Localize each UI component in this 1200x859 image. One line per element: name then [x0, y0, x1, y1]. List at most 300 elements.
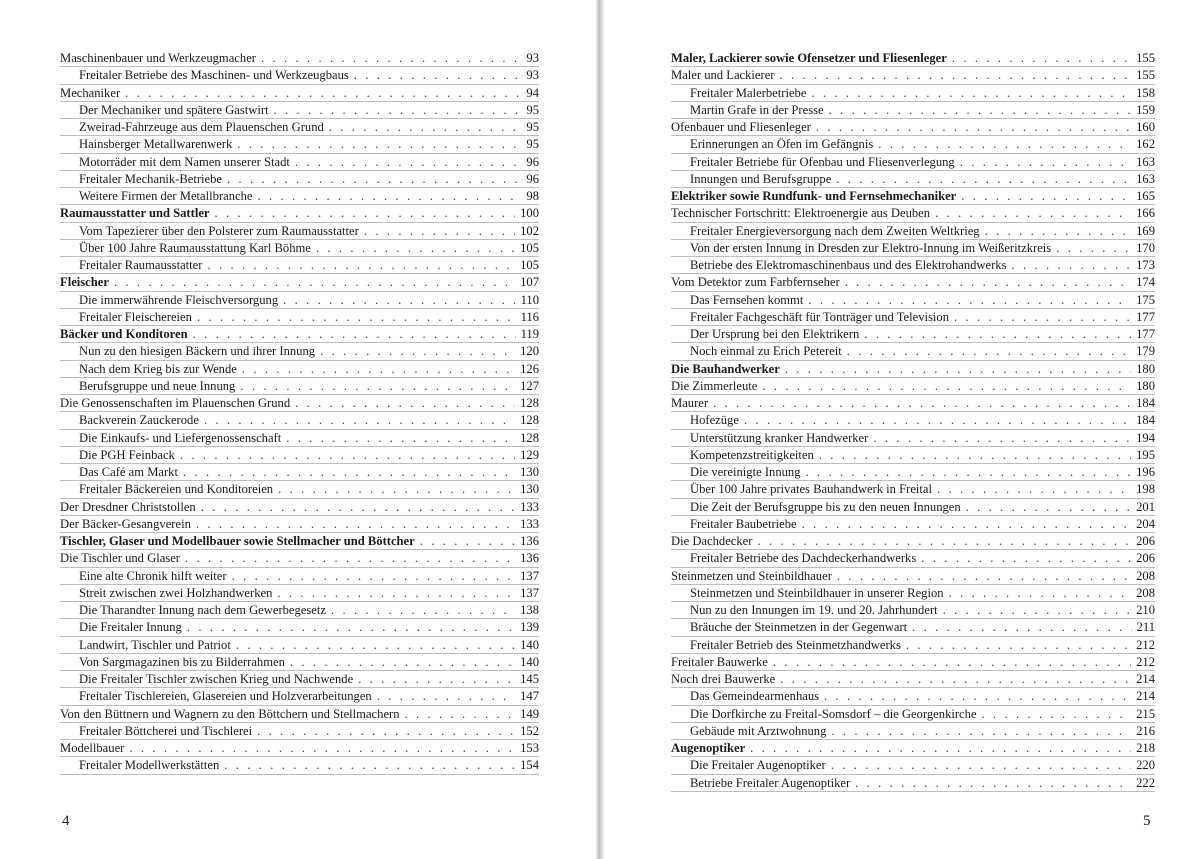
toc-entry — [671, 775, 1155, 792]
dot-leader — [257, 723, 515, 740]
toc-entry — [60, 464, 539, 481]
toc-entry-page: 116 — [520, 309, 539, 324]
toc-entry — [671, 50, 1155, 67]
toc-entry — [60, 119, 539, 136]
toc-entry-page: 169 — [1136, 223, 1155, 238]
toc-entry-title: Die immerwährende Fleischversorgung — [79, 292, 279, 307]
dot-leader — [845, 274, 1131, 291]
dot-leader — [816, 119, 1131, 136]
toc-entry-title: Nach dem Krieg bis zur Wende — [79, 361, 237, 376]
toc-entry — [671, 499, 1155, 516]
toc-entry-title: Motorräder mit dem Namen unserer Stadt — [79, 154, 290, 169]
toc-entry-title: Freitaler Fachgeschäft für Tonträger und Television — [690, 309, 950, 324]
toc-entry-title: Bräuche der Steinmetzen in der Gegenwart — [690, 620, 908, 635]
toc-entry-title: Freitaler Betrieb des Steinmetzhandwerks — [690, 637, 901, 652]
toc-entry-page: 98 — [526, 189, 539, 203]
toc-entry-page: 145 — [520, 672, 539, 686]
toc-entry-page: 162 — [1136, 137, 1155, 152]
toc-entry — [60, 171, 539, 188]
toc-entry — [60, 706, 539, 723]
toc-entry-title: Freitaler Modellwerkstätten — [79, 758, 220, 773]
toc-entry-page: 147 — [520, 689, 539, 704]
toc-entry — [60, 430, 539, 447]
toc-entry-title: Technischer Fortschritt: Elektroenergie aus Deuben — [671, 206, 931, 221]
toc-entry — [671, 550, 1155, 567]
toc-entry-title: Die Zimmerleute — [671, 378, 758, 393]
toc-entry-title: Betriebe des Elektromaschinenbaus und des Elektrohandwerks — [690, 258, 1007, 272]
dot-leader — [274, 102, 522, 119]
dot-leader — [224, 757, 515, 774]
toc-entry — [671, 361, 1155, 378]
toc-entry-page: 137 — [520, 585, 539, 600]
dot-leader — [802, 516, 1131, 533]
toc-entry-title: Freitaler Fleischereien — [79, 309, 192, 324]
dot-leader — [906, 637, 1131, 654]
toc-entry-page: 138 — [520, 603, 539, 617]
toc-entry-page: 212 — [1136, 654, 1155, 669]
toc-entry-page: 100 — [520, 206, 539, 221]
dot-leader — [982, 706, 1132, 723]
dot-leader — [405, 706, 516, 723]
toc-entry-page: 133 — [520, 516, 539, 531]
toc-entry — [60, 499, 539, 516]
right-page — [604, 0, 1200, 859]
dot-leader — [114, 274, 515, 291]
toc-entry — [60, 188, 539, 205]
toc-entry-page: 105 — [520, 258, 539, 272]
dot-leader — [257, 188, 521, 205]
toc-entry-title: Noch einmal zu Erich Petereit — [690, 344, 842, 359]
toc-entry — [60, 568, 539, 585]
toc-entry-page: 102 — [520, 223, 539, 238]
dot-leader — [236, 637, 515, 654]
dot-leader — [785, 361, 1131, 378]
toc-entry-title: Maschinenbauer und Werkzeugmacher — [60, 51, 256, 65]
toc-entry — [671, 171, 1155, 188]
dot-leader — [935, 205, 1131, 222]
toc-entry-title: Freitaler Tischlereien, Glasereien und Holzverarbeitungen — [79, 689, 372, 704]
toc-entry-page: 214 — [1136, 672, 1155, 686]
toc-entry-title: Unterstützung kranker Handwerker — [690, 430, 869, 445]
dot-leader — [278, 481, 515, 498]
toc-entry-page: 95 — [526, 120, 539, 134]
toc-entry-title: Eine alte Chronik hilft weiter — [79, 568, 227, 583]
toc-entry — [671, 188, 1155, 205]
toc-entry — [671, 67, 1155, 84]
dot-leader — [295, 154, 522, 171]
toc-entry — [60, 395, 539, 412]
dot-leader — [237, 136, 521, 153]
dot-leader — [855, 775, 1131, 792]
toc-entry-page: 184 — [1136, 413, 1155, 428]
toc-entry-page: 222 — [1136, 775, 1155, 790]
toc-entry-page: 204 — [1136, 516, 1155, 531]
dot-leader — [966, 499, 1131, 516]
toc-entry-title: Die Einkaufs- und Liefergenossenschaft — [79, 430, 282, 445]
toc-entry-page: 96 — [526, 154, 539, 169]
toc-entry-title: Der Bäcker-Gesangverein — [60, 516, 191, 531]
toc-entry-title: Die Genossenschaften im Plauenschen Grund — [60, 396, 291, 410]
dot-leader — [364, 223, 515, 240]
dot-leader — [836, 171, 1131, 188]
toc-entry-title: Zweirad-Fahrzeuge aus dem Plauenschen Grund — [79, 120, 324, 134]
toc-entry-title: Der Ursprung bei den Elektrikern — [690, 327, 860, 341]
dot-leader — [773, 654, 1131, 671]
toc-entry-page: 154 — [520, 758, 539, 773]
toc-entry — [60, 688, 539, 705]
dot-leader — [320, 343, 515, 360]
dot-leader — [316, 240, 515, 257]
toc-entry-title: Weitere Firmen der Metallbranche — [79, 189, 253, 203]
toc-entry-title: Hainsberger Metallwarenwerk — [79, 137, 233, 152]
toc-entry — [671, 654, 1155, 671]
toc-entry — [671, 378, 1155, 395]
toc-entry-page: 208 — [1136, 568, 1155, 583]
toc-entry — [671, 240, 1155, 257]
dot-leader — [295, 395, 515, 412]
dot-leader — [921, 550, 1131, 567]
toc-entry-page: 180 — [1136, 378, 1155, 393]
toc-entry — [60, 447, 539, 464]
toc-entry-page: 126 — [520, 361, 539, 376]
toc-entry-title: Vom Detektor zum Farbfernseher — [671, 275, 840, 290]
toc-entry-page: 163 — [1136, 154, 1155, 169]
toc-entry-page: 215 — [1136, 706, 1155, 721]
dot-leader — [286, 430, 515, 447]
dot-leader — [806, 464, 1132, 481]
toc-entry-title: Über 100 Jahre privates Bauhandwerk in Freital — [690, 482, 933, 497]
toc-entry-title: Steinmetzen und Steinbildhauer — [671, 568, 832, 583]
toc-entry-page: 129 — [520, 447, 539, 462]
toc-entry-title: Fleischer — [60, 275, 109, 290]
toc-entry — [60, 361, 539, 378]
toc-entry-page: 206 — [1136, 551, 1155, 566]
toc-entry-title: Freitaler Mechanik-Betriebe — [79, 171, 223, 186]
toc-entry-page: 212 — [1136, 637, 1155, 652]
toc-entry — [60, 223, 539, 240]
toc-entry-title: Das Gemeindearmenhaus — [690, 689, 820, 704]
toc-entry-page: 136 — [520, 551, 539, 566]
toc-entry-title: Freitaler Bäckereien und Konditoreien — [79, 482, 274, 497]
toc-entry-title: Maler, Lackierer sowie Ofensetzer und Fliesenleger — [671, 51, 947, 65]
dot-leader — [819, 447, 1131, 464]
dot-leader — [937, 481, 1131, 498]
book-gutter — [596, 0, 604, 859]
toc-list-left — [60, 50, 539, 775]
toc-entry-page: 211 — [1136, 620, 1155, 635]
toc-entry-page: 130 — [520, 482, 539, 497]
toc-entry — [671, 223, 1155, 240]
toc-entry — [60, 257, 539, 274]
dot-leader — [261, 50, 521, 67]
toc-entry — [60, 533, 539, 550]
toc-entry-page: 152 — [520, 723, 539, 738]
dot-leader — [1056, 240, 1131, 257]
toc-entry-title: Bäcker und Konditoren — [60, 327, 188, 341]
toc-entry — [671, 516, 1155, 533]
toc-entry-title: Von der ersten Innung in Dresden zur Elektro-Innung im Weißeritzkreis — [690, 240, 1052, 255]
toc-entry-page: 179 — [1136, 344, 1155, 359]
toc-entry-title: Martin Grafe in der Presse — [690, 102, 824, 117]
toc-entry-title: Freitaler Böttcherei und Tischlerei — [79, 723, 253, 738]
toc-entry-page: 107 — [520, 275, 539, 290]
dot-leader — [943, 602, 1131, 619]
dot-leader — [196, 516, 515, 533]
dot-leader — [954, 309, 1131, 326]
toc-entry-title: Die Freitaler Augenoptiker — [690, 758, 826, 773]
toc-entry-page: 159 — [1136, 102, 1155, 117]
toc-entry-title: Tischler, Glaser und Modellbauer sowie Stellmacher und Böttcher — [60, 534, 415, 548]
toc-entry-title: Nun zu den Innungen im 19. und 20. Jahrhundert — [690, 603, 938, 617]
dot-leader — [183, 464, 515, 481]
toc-entry-title: Das Fernsehen kommt — [690, 292, 804, 307]
toc-entry-page: 95 — [526, 137, 539, 152]
dot-leader — [960, 154, 1131, 171]
toc-entry-page: 158 — [1136, 85, 1155, 100]
toc-entry-page: 155 — [1136, 51, 1155, 65]
dot-leader — [331, 602, 515, 619]
toc-entry — [60, 481, 539, 498]
toc-entry — [671, 447, 1155, 464]
toc-entry — [60, 205, 539, 222]
dot-leader — [232, 568, 516, 585]
toc-entry-title: Innungen und Berufsgruppe — [690, 171, 832, 186]
toc-entry-title: Von den Büttnern und Wagnern zu den Böttchern und Stellmachern — [60, 706, 400, 721]
toc-entry-title: Backverein Zauckerode — [79, 413, 199, 428]
dot-leader — [201, 499, 515, 516]
toc-entry-title: Über 100 Jahre Raumausstattung Karl Böhme — [79, 240, 311, 255]
dot-leader — [985, 223, 1132, 240]
dot-leader — [878, 136, 1131, 153]
toc-entry — [671, 619, 1155, 636]
toc-entry-title: Hofezüge — [690, 413, 739, 428]
toc-entry-title: Der Dresdner Christstollen — [60, 499, 196, 514]
dot-leader — [277, 585, 515, 602]
dot-leader — [227, 171, 521, 188]
toc-entry-title: Nun zu den hiesigen Bäckern und ihrer Innung — [79, 344, 316, 359]
toc-entry-page: 195 — [1136, 447, 1155, 462]
dot-leader — [808, 292, 1131, 309]
toc-entry — [671, 257, 1155, 274]
toc-entry-page: 198 — [1136, 482, 1155, 497]
toc-entry — [60, 516, 539, 533]
toc-entry-page: 94 — [526, 85, 539, 100]
toc-entry-page: 153 — [520, 741, 539, 755]
dot-leader — [329, 119, 522, 136]
toc-entry-page: 174 — [1136, 275, 1155, 290]
toc-entry-page: 149 — [520, 706, 539, 721]
dot-leader — [242, 361, 515, 378]
dot-leader — [829, 102, 1132, 119]
page-number-left: 4 — [62, 813, 70, 829]
dot-leader — [420, 533, 515, 550]
toc-entry — [60, 136, 539, 153]
toc-entry-title: Die Tischler und Glaser — [60, 551, 180, 566]
toc-entry-page: 210 — [1136, 603, 1155, 617]
toc-entry-title: Elektriker sowie Rundfunk- und Fernsehmechaniker — [671, 189, 957, 203]
dot-leader — [847, 343, 1131, 360]
toc-entry — [671, 292, 1155, 309]
dot-leader — [750, 740, 1131, 757]
dot-leader — [193, 326, 516, 343]
toc-entry-title: Berufsgruppe und neue Innung — [79, 378, 236, 393]
toc-entry — [60, 309, 539, 326]
toc-entry — [60, 602, 539, 619]
toc-entry-title: Mechaniker — [60, 85, 121, 100]
toc-entry-title: Steinmetzen und Steinbildhauer in unserer Region — [690, 585, 944, 600]
toc-entry-page: 173 — [1136, 258, 1155, 272]
dot-leader — [185, 550, 515, 567]
toc-entry — [671, 395, 1155, 412]
toc-entry — [671, 723, 1155, 740]
toc-entry-page: 184 — [1136, 396, 1155, 410]
toc-entry — [60, 637, 539, 654]
toc-entry — [671, 412, 1155, 429]
dot-leader — [129, 740, 515, 757]
dot-leader — [377, 688, 515, 705]
toc-entry — [60, 154, 539, 171]
dot-leader — [757, 533, 1131, 550]
toc-entry-title: Die Dorfkirche zu Freital-Somsdorf – die Georgenkirche — [690, 706, 977, 721]
toc-entry — [60, 85, 539, 102]
toc-entry — [60, 326, 539, 343]
toc-entry — [60, 274, 539, 291]
toc-entry — [671, 568, 1155, 585]
toc-entry-title: Modellbauer — [60, 741, 125, 755]
toc-entry-title: Die Freitaler Innung — [79, 620, 182, 635]
toc-entry-page: 201 — [1136, 499, 1155, 514]
toc-entry-page: 119 — [520, 327, 539, 341]
dot-leader — [358, 671, 515, 688]
toc-entry-title: Raumausstatter und Sattler — [60, 206, 210, 221]
toc-entry-title: Freitaler Bauwerke — [671, 654, 768, 669]
dot-leader — [187, 619, 515, 636]
toc-entry — [60, 412, 539, 429]
toc-entry — [60, 67, 539, 84]
toc-entry-page: 93 — [526, 51, 539, 65]
toc-entry — [671, 326, 1155, 343]
dot-leader — [837, 568, 1131, 585]
toc-entry — [60, 50, 539, 67]
toc-entry — [60, 378, 539, 395]
dot-leader — [952, 50, 1131, 67]
dot-leader — [780, 67, 1132, 84]
dot-leader — [912, 619, 1131, 636]
toc-entry-title: Landwirt, Tischler und Patriot — [79, 637, 231, 652]
toc-entry-title: Von Sargmagazinen bis zu Bilderrahmen — [79, 654, 285, 669]
toc-entry-page: 177 — [1136, 309, 1155, 324]
toc-entry-page: 120 — [520, 344, 539, 359]
toc-entry — [60, 343, 539, 360]
toc-entry-title: Freitaler Betriebe für Ofenbau und Fliesenverlegung — [690, 154, 955, 169]
dot-leader — [961, 188, 1131, 205]
toc-entry-page: 214 — [1136, 689, 1155, 704]
toc-entry-title: Die Tharandter Innung nach dem Gewerbegesetz — [79, 603, 326, 617]
toc-entry-title: Freitaler Betriebe des Dachdeckerhandwerks — [690, 551, 917, 566]
toc-entry — [60, 723, 539, 740]
toc-entry-page: 163 — [1136, 171, 1155, 186]
toc-entry — [671, 671, 1155, 688]
dot-leader — [831, 723, 1131, 740]
toc-entry-title: Freitaler Raumausstatter — [79, 258, 203, 272]
toc-entry-title: Freitaler Energieversorgung nach dem Zweiten Weltkrieg — [690, 223, 980, 238]
toc-entry — [60, 550, 539, 567]
dot-leader — [215, 205, 516, 222]
toc-entry-page: 140 — [520, 637, 539, 652]
toc-entry-page: 95 — [526, 102, 539, 117]
toc-entry-page: 128 — [520, 430, 539, 445]
toc-entry-title: Freitaler Betriebe des Maschinen- und Werkzeugbaus — [79, 68, 349, 83]
toc-entry-title: Das Café am Markt — [79, 465, 178, 479]
toc-entry — [671, 464, 1155, 481]
dot-leader — [824, 688, 1131, 705]
toc-entry — [671, 740, 1155, 757]
toc-entry-page: 128 — [520, 413, 539, 428]
dot-leader — [1012, 257, 1132, 274]
toc-entry-title: Gebäude mit Arztwohnung — [690, 723, 827, 738]
toc-entry — [671, 102, 1155, 119]
toc-entry-page: 180 — [1136, 361, 1155, 376]
toc-entry-page: 140 — [520, 654, 539, 669]
dot-leader — [207, 257, 515, 274]
toc-entry — [60, 619, 539, 636]
dot-leader — [204, 412, 515, 429]
dot-leader — [290, 654, 515, 671]
toc-entry-page: 96 — [526, 171, 539, 186]
toc-entry — [60, 292, 539, 309]
toc-entry — [671, 136, 1155, 153]
toc-entry-title: Streit zwischen zwei Holzhandwerken — [79, 585, 273, 600]
toc-entry-page: 110 — [520, 292, 539, 307]
toc-entry — [671, 533, 1155, 550]
toc-entry-title: Kompetenzstreitigkeiten — [690, 447, 814, 462]
toc-entry-page: 105 — [520, 240, 539, 255]
toc-entry-page: 216 — [1136, 723, 1155, 738]
toc-entry-page: 218 — [1136, 741, 1155, 755]
dot-leader — [744, 412, 1131, 429]
toc-entry-title: Die PGH Feinback — [79, 447, 175, 462]
toc-entry-page: 208 — [1136, 585, 1155, 600]
toc-entry-page: 206 — [1136, 534, 1155, 548]
toc-entry-title: Der Mechaniker und spätere Gastwirt — [79, 102, 269, 117]
dot-leader — [354, 67, 522, 84]
toc-entry — [671, 154, 1155, 171]
toc-entry — [671, 757, 1155, 774]
left-page — [0, 0, 596, 859]
toc-entry — [671, 343, 1155, 360]
dot-leader — [811, 85, 1131, 102]
toc-entry-page: 220 — [1136, 758, 1155, 773]
toc-entry-page: 166 — [1136, 206, 1155, 221]
toc-entry-page: 165 — [1136, 189, 1155, 203]
toc-entry — [671, 637, 1155, 654]
toc-entry-title: Vom Tapezierer über den Polsterer zum Raumausstatter — [79, 223, 359, 238]
toc-entry-title: Augenoptiker — [671, 741, 746, 755]
toc-entry-title: Betriebe Freitaler Augenoptiker — [690, 775, 851, 790]
toc-entry-page: 160 — [1136, 120, 1155, 134]
toc-entry-page: 194 — [1136, 430, 1155, 445]
toc-entry-title: Maurer — [671, 396, 709, 410]
toc-entry — [671, 274, 1155, 291]
toc-entry-page: 127 — [520, 378, 539, 393]
toc-entry — [671, 85, 1155, 102]
toc-entry — [671, 430, 1155, 447]
toc-entry-title: Die Bauhandwerker — [671, 361, 780, 376]
toc-entry-page: 130 — [520, 465, 539, 479]
toc-entry — [671, 688, 1155, 705]
toc-entry — [60, 654, 539, 671]
toc-entry — [60, 740, 539, 757]
